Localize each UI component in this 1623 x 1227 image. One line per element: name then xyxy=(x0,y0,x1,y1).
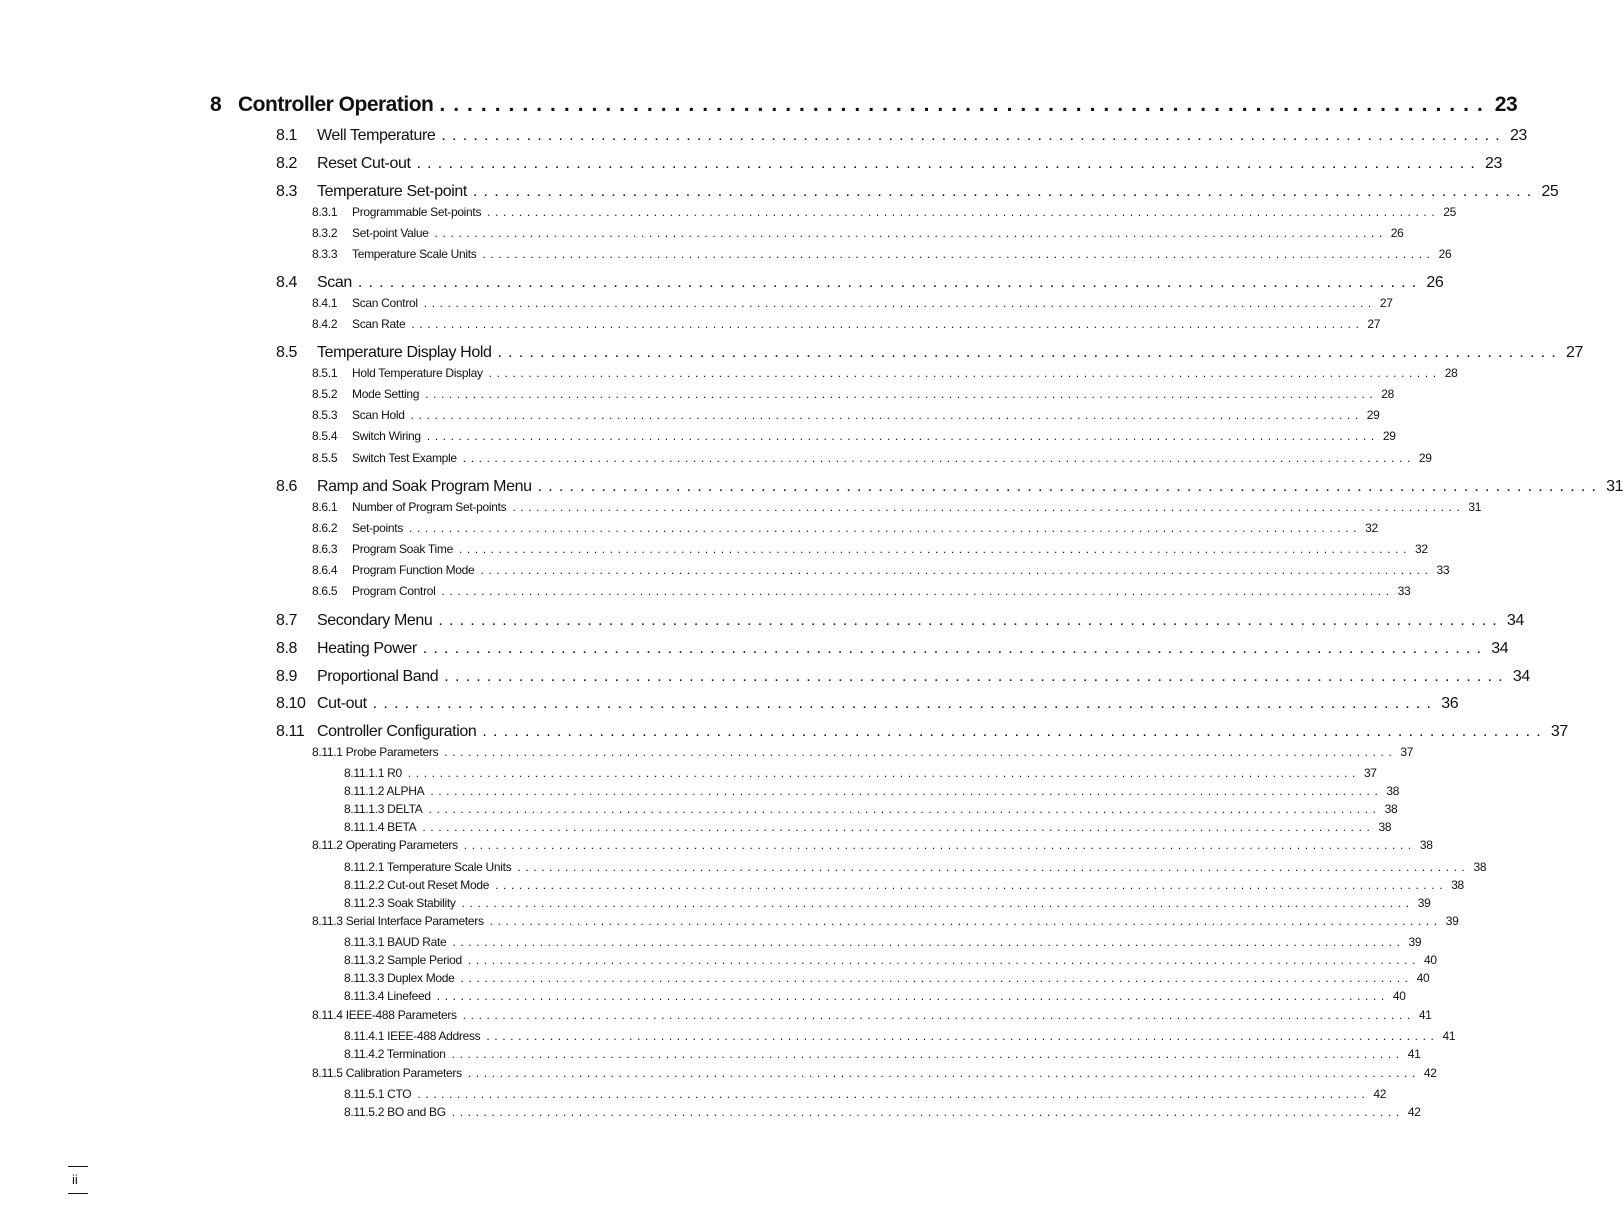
toc-number: 8 xyxy=(210,93,222,116)
toc-page: 38 xyxy=(1378,820,1392,834)
toc-entry-8-6-3[interactable] xyxy=(0,542,1428,562)
toc-page: 42 xyxy=(1407,1105,1421,1119)
toc-leader: ........................................................................................................................ xyxy=(422,820,1375,834)
toc-leader: ........................................................................................................................ xyxy=(411,317,1364,331)
toc-number: 8.6.3 xyxy=(312,542,338,556)
toc-page: 33 xyxy=(1436,563,1450,577)
toc-page: 39 xyxy=(1445,914,1459,928)
toc-leader: ........................................................................................................................ xyxy=(482,247,1435,261)
toc-page: 23 xyxy=(1494,93,1518,116)
toc-page: 36 xyxy=(1441,695,1459,712)
toc-page: 41 xyxy=(1442,1029,1456,1043)
toc-title: Scan xyxy=(317,274,352,291)
toc-leader: ........................................................................................................................ xyxy=(452,935,1405,949)
toc-page: 26 xyxy=(1438,247,1452,261)
toc-number: 8.5 xyxy=(276,344,298,361)
toc-leader: ........................................................................................................................ xyxy=(409,521,1362,535)
toc-leader: ........................................................................................................................ xyxy=(441,584,1394,598)
toc-entry-8-3-3[interactable] xyxy=(0,247,1452,267)
toc-page: 40 xyxy=(1416,971,1430,985)
toc-title: Temperature Scale Units xyxy=(352,247,477,261)
toc-leader: .................................................................................................... xyxy=(472,183,1538,200)
toc-number: 8.3.3 xyxy=(312,247,338,261)
toc-page: 38 xyxy=(1419,838,1433,852)
toc-page: 40 xyxy=(1424,953,1437,967)
toc-leader: ........................................................................................................................ xyxy=(517,860,1470,874)
toc-page: 34 xyxy=(1506,612,1524,629)
toc-entry-8-11-2[interactable] xyxy=(0,838,1433,858)
toc-leader: ........................................................................................................................ xyxy=(467,1066,1420,1080)
toc-title: 8.11.1.3 DELTA xyxy=(344,802,423,816)
toc-title: 8.11.1 Probe Parameters xyxy=(312,745,439,759)
toc-title: Number of Program Set-points xyxy=(352,500,507,514)
toc-number: 8.11 xyxy=(276,723,305,740)
toc-title: 8.11.3 Serial Interface Parameters xyxy=(312,914,484,928)
toc-title: 8.11.4.2 Termination xyxy=(344,1047,446,1061)
toc-title: 8.11.2.3 Soak Stability xyxy=(344,896,456,910)
toc-number: 8.6 xyxy=(276,478,298,495)
toc-leader: ........................................................................................................................ xyxy=(425,387,1378,401)
toc-leader: ............................................................................ xyxy=(439,93,1491,116)
toc-number: 8.2 xyxy=(276,155,298,172)
toc-leader: ........................................................................................................................ xyxy=(434,226,1387,240)
toc-number: 8.5.2 xyxy=(312,387,338,401)
toc-page: 41 xyxy=(1407,1047,1421,1061)
toc-leader: ........................................................................................................................ xyxy=(463,838,1416,852)
toc-leader: ........................................................................................................................ xyxy=(417,1087,1370,1101)
toc-title: Programmable Set-points xyxy=(352,205,482,219)
toc-title: 8.11.4.1 IEEE-488 Address xyxy=(344,1029,481,1043)
toc-title: Hold Temperature Display xyxy=(352,366,483,380)
footer-rule-bottom xyxy=(68,1193,88,1194)
toc-chapter-8[interactable] xyxy=(0,93,1518,116)
toc-leader: .................................................................................................... xyxy=(416,155,1482,172)
toc-leader: ........................................................................................................................ xyxy=(461,896,1414,910)
toc-entry-8-11-2-3[interactable] xyxy=(0,896,1431,916)
toc-title: Cut-out xyxy=(317,695,367,712)
toc-page: 29 xyxy=(1382,429,1396,443)
toc-number: 8.6.2 xyxy=(312,521,338,535)
toc-leader: .................................................................................................... xyxy=(482,723,1547,740)
toc-title: 8.11.3.1 BAUD Rate xyxy=(344,935,447,949)
toc-title: 8.11.4 IEEE-488 Parameters xyxy=(312,1008,457,1022)
toc-entry-8-11-2-2[interactable] xyxy=(0,878,1464,898)
toc-entry-8-5-5[interactable] xyxy=(0,451,1432,471)
toc-leader: ........................................................................................................................ xyxy=(512,500,1465,514)
toc-entry-8-3-2[interactable] xyxy=(0,226,1404,246)
toc-leader: .................................................................................................... xyxy=(438,612,1503,629)
toc-title: Switch Wiring xyxy=(352,429,421,443)
toc-title: 8.11.5.2 BO and BG xyxy=(344,1105,446,1119)
toc-title: Heating Power xyxy=(317,640,417,657)
toc-title: Scan Control xyxy=(352,296,418,310)
toc-page: 32 xyxy=(1415,542,1428,556)
toc-entry-8-5-1[interactable] xyxy=(0,366,1458,386)
toc-entry-8-11-3-2[interactable] xyxy=(0,953,1437,973)
toc-entry-8-2[interactable] xyxy=(0,155,1503,175)
toc-page: 27 xyxy=(1367,317,1381,331)
toc-leader: .................................................................................................... xyxy=(444,668,1509,685)
toc-title: Proportional Band xyxy=(317,668,439,685)
toc-number: 8.6.4 xyxy=(312,563,338,577)
toc-entry-8-11-1[interactable] xyxy=(0,745,1414,765)
toc-leader: ........................................................................................................................ xyxy=(423,296,1376,310)
toc-leader: ........................................................................................................................ xyxy=(489,914,1442,928)
toc-title: Set-point Value xyxy=(352,226,429,240)
toc-number: 8.5.1 xyxy=(312,366,338,380)
toc-title: 8.11.1.2 ALPHA xyxy=(344,784,425,798)
toc-title: Program Control xyxy=(352,584,436,598)
toc-title: 8.11.3.2 Sample Period xyxy=(344,953,462,967)
toc-number: 8.3.2 xyxy=(312,226,338,240)
toc-page: 33 xyxy=(1397,584,1411,598)
toc-number: 8.3 xyxy=(276,183,298,200)
toc-number: 8.6.5 xyxy=(312,584,338,598)
toc-entry-8-11-4[interactable] xyxy=(0,1008,1432,1028)
toc-page: 29 xyxy=(1366,408,1380,422)
toc-entry-8-4[interactable] xyxy=(0,274,1444,294)
toc-entry-8-3[interactable] xyxy=(0,183,1559,203)
toc-page: 38 xyxy=(1384,802,1398,816)
toc-page: 31 xyxy=(1468,500,1482,514)
toc-entry-8-6-1[interactable] xyxy=(0,500,1482,520)
toc-page: 37 xyxy=(1363,766,1377,780)
toc-title: Scan Rate xyxy=(352,317,406,331)
toc-leader: ........................................................................................................................ xyxy=(462,1008,1415,1022)
toc-number: 8.7 xyxy=(276,612,298,629)
toc-page: 42 xyxy=(1373,1087,1387,1101)
toc-leader: ........................................................................................................................ xyxy=(426,429,1379,443)
toc-page: 31 xyxy=(1606,478,1623,495)
toc-entry-8-5-4[interactable] xyxy=(0,429,1396,449)
toc-number: 8.4.2 xyxy=(312,317,338,331)
toc-entry-8-4-2[interactable] xyxy=(0,317,1381,337)
toc-title: Controller Configuration xyxy=(317,723,477,740)
toc-entry-8-11-3-3[interactable] xyxy=(0,971,1430,991)
toc-number: 8.5.5 xyxy=(312,451,338,465)
toc-entry-8-10[interactable] xyxy=(0,695,1459,715)
toc-page: 26 xyxy=(1426,274,1444,291)
toc-title: Scan Hold xyxy=(352,408,405,422)
toc-page: 42 xyxy=(1423,1066,1437,1080)
toc-title: Temperature Set-point xyxy=(317,183,467,200)
toc-title: Temperature Display Hold xyxy=(317,344,492,361)
toc-entry-8-3-1[interactable] xyxy=(0,205,1456,225)
toc-entry-8-11-3-4[interactable] xyxy=(0,989,1406,1009)
toc-entry-8-6-2[interactable] xyxy=(0,521,1378,541)
toc-entry-8-11[interactable] xyxy=(0,723,1568,743)
toc-entry-8-11-2-1[interactable] xyxy=(0,860,1487,880)
toc-number: 8.5.4 xyxy=(312,429,338,443)
toc-page: 39 xyxy=(1408,935,1422,949)
toc-page: 34 xyxy=(1491,640,1509,657)
toc-leader: ........................................................................................................................ xyxy=(428,802,1381,816)
toc-entry-8-6[interactable] xyxy=(0,478,1623,498)
toc-title: Secondary Menu xyxy=(317,612,433,629)
toc-page: 26 xyxy=(1390,226,1404,240)
toc-entry-8-11-1-1[interactable] xyxy=(0,766,1377,786)
toc-title: Set-points xyxy=(352,521,404,535)
toc-number: 8.5.3 xyxy=(312,408,338,422)
toc-title: Reset Cut-out xyxy=(317,155,411,172)
toc-leader: .................................................................................................... xyxy=(441,127,1506,144)
toc-entry-8-1[interactable] xyxy=(0,127,1527,147)
toc-entry-8-11-1-2[interactable] xyxy=(0,784,1400,804)
footer-rule-top xyxy=(68,1166,88,1167)
toc-title: Well Temperature xyxy=(317,127,436,144)
toc-title: 8.11.2 Operating Parameters xyxy=(312,838,458,852)
toc-title: 8.11.2.1 Temperature Scale Units xyxy=(344,860,512,874)
toc-number: 8.10 xyxy=(276,695,306,712)
toc-page: 23 xyxy=(1509,127,1527,144)
toc-leader: ........................................................................................................................ xyxy=(460,971,1413,985)
toc-page: 38 xyxy=(1451,878,1464,892)
toc-leader: .................................................................................................... xyxy=(497,344,1563,361)
toc-entry-8-11-5-2[interactable] xyxy=(0,1105,1421,1125)
toc-page: 37 xyxy=(1550,723,1568,740)
toc-entry-8-11-1-3[interactable] xyxy=(0,802,1398,822)
toc-entry-8-11-3-1[interactable] xyxy=(0,935,1422,955)
toc-page: 29 xyxy=(1418,451,1432,465)
toc-number: 8.6.1 xyxy=(312,500,338,514)
toc-entry-8-9[interactable] xyxy=(0,668,1530,688)
toc-page: 28 xyxy=(1444,366,1458,380)
toc-number: 8.9 xyxy=(276,668,298,685)
toc-leader: ........................................................................................................................ xyxy=(444,745,1397,759)
toc-title: 8.11.2.2 Cut-out Reset Mode xyxy=(344,878,490,892)
toc-entry-8-6-5[interactable] xyxy=(0,584,1411,604)
toc-entry-8-11-1-4[interactable] xyxy=(0,820,1392,840)
toc-leader: ........................................................................................................................ xyxy=(451,1105,1404,1119)
toc-page: 32 xyxy=(1365,521,1378,535)
toc-entry-8-11-3[interactable] xyxy=(0,914,1459,934)
toc-leader: ........................................................................................................................ xyxy=(430,784,1383,798)
toc-entry-8-11-5[interactable] xyxy=(0,1066,1437,1086)
toc-leader: ........................................................................................................................ xyxy=(488,366,1441,380)
toc-leader: ........................................................................................................................ xyxy=(480,563,1433,577)
toc-entry-8-11-4-1[interactable] xyxy=(0,1029,1456,1049)
toc-title: Program Soak Time xyxy=(352,542,453,556)
toc-page: 28 xyxy=(1381,387,1394,401)
toc-entry-8-5[interactable] xyxy=(0,344,1584,364)
toc-entry-8-5-2[interactable] xyxy=(0,387,1394,407)
toc-leader: ........................................................................................................................ xyxy=(486,1029,1439,1043)
toc-page: 25 xyxy=(1541,183,1559,200)
toc-title: Switch Test Example xyxy=(352,451,457,465)
toc-number: 8.1 xyxy=(276,127,298,144)
toc-leader: .................................................................................................... xyxy=(422,640,1488,657)
toc-page: 34 xyxy=(1512,668,1530,685)
toc-page: 40 xyxy=(1392,989,1406,1003)
toc-page: 37 xyxy=(1400,745,1414,759)
toc-page: 39 xyxy=(1417,896,1431,910)
toc-page: 27 xyxy=(1379,296,1393,310)
toc-page: 27 xyxy=(1566,344,1584,361)
toc-leader: ........................................................................................................................ xyxy=(407,766,1360,780)
toc-page: 25 xyxy=(1443,205,1456,219)
footer-page-number: ii xyxy=(72,1172,78,1187)
toc-leader: .................................................................................................... xyxy=(357,274,1423,291)
toc-entry-8-8[interactable] xyxy=(0,640,1509,660)
toc-title: Controller Operation xyxy=(238,93,434,116)
toc-entry-8-11-5-1[interactable] xyxy=(0,1087,1387,1107)
toc-title: 8.11.3.4 Linefeed xyxy=(344,989,431,1003)
toc-entry-8-11-4-2[interactable] xyxy=(0,1047,1421,1067)
toc-title: 8.11.5 Calibration Parameters xyxy=(312,1066,462,1080)
toc-leader: ........................................................................................................................ xyxy=(451,1047,1404,1061)
toc-leader: ........................................................................................................................ xyxy=(487,205,1440,219)
toc-leader: ........................................................................................................................ xyxy=(462,451,1415,465)
toc-leader: ........................................................................................................................ xyxy=(467,953,1421,967)
toc-title: Mode Setting xyxy=(352,387,420,401)
toc-leader: .................................................................................................... xyxy=(537,478,1603,495)
toc-leader: ........................................................................................................................ xyxy=(458,542,1412,556)
toc-leader: ........................................................................................................................ xyxy=(410,408,1363,422)
toc-title: Program Function Mode xyxy=(352,563,475,577)
toc-number: 8.8 xyxy=(276,640,298,657)
toc-page: 38 xyxy=(1386,784,1400,798)
toc-entry-8-6-4[interactable] xyxy=(0,563,1450,583)
toc-entry-8-5-3[interactable] xyxy=(0,408,1380,428)
toc-entry-8-4-1[interactable] xyxy=(0,296,1393,316)
toc-title: Ramp and Soak Program Menu xyxy=(317,478,532,495)
toc-number: 8.4.1 xyxy=(312,296,338,310)
toc-number: 8.3.1 xyxy=(312,205,338,219)
toc-page: 41 xyxy=(1418,1008,1432,1022)
toc-title: 8.11.3.3 Duplex Mode xyxy=(344,971,455,985)
toc-leader: ........................................................................................................................ xyxy=(436,989,1389,1003)
toc-title: 8.11.1.1 R0 xyxy=(344,766,402,780)
toc-number: 8.4 xyxy=(276,274,298,291)
toc-title: 8.11.5.1 CTO xyxy=(344,1087,412,1101)
toc-title: 8.11.1.4 BETA xyxy=(344,820,417,834)
toc-entry-8-7[interactable] xyxy=(0,612,1524,632)
toc-page: 38 xyxy=(1473,860,1487,874)
toc-leader: ........................................................................................................................ xyxy=(495,878,1448,892)
toc-page: 23 xyxy=(1485,155,1503,172)
toc-leader: .................................................................................................... xyxy=(372,695,1438,712)
